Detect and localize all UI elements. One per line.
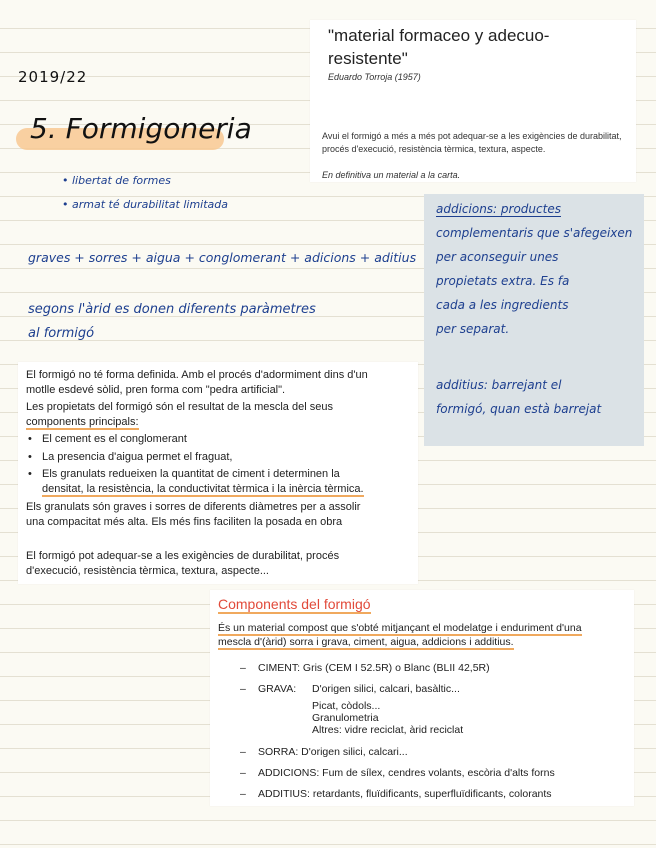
components-intro: És un material compost que s'obté mitjançant el modelatge i enduriment d'una <box>218 622 582 634</box>
text-line: Els granulats són graves i sorres de diferents diàmetres per a assolir <box>26 501 361 513</box>
dash: – <box>240 683 246 695</box>
hand-bullet-2: • armat té durabilitat limitada <box>62 198 228 211</box>
note-addicions-2: complementaris que s'afegeixen <box>436 226 633 240</box>
page-title: 5. Formigoneria <box>30 112 252 145</box>
component-grava: Altres: vidre reciclat, àrid reciclat <box>312 724 464 736</box>
note-additius-2: formigó, quan està barrejat <box>436 402 602 416</box>
component-sorra: SORRA: D'origen silici, calcari... <box>258 746 408 758</box>
hand-line-1: segons l'àrid es donen diferents paràmetres <box>28 302 316 317</box>
component-addicions: ADDICIONS: Fum de sílex, cendres volants, escòria d'alts forns <box>258 767 555 779</box>
note-addicions-5: cada a les ingredients <box>436 298 569 312</box>
quote-conclusion: En definitiva un material a la carta. <box>322 170 461 180</box>
quote-text: "material formaceo y adecuo-resistente" <box>328 26 550 68</box>
note-additius-1: additius: barrejant el <box>436 378 562 392</box>
hand-line-2: al formigó <box>28 326 95 341</box>
components-intro: mescla d'(àrid) sorra i grava, ciment, aigua, addicions i additius. <box>218 636 514 648</box>
text-card <box>18 362 418 584</box>
component-additius: ADDITIUS: retardants, fluïdificants, superfluïdificants, colorants <box>258 788 552 800</box>
text-line: El formigó no té forma definida. Amb el procés d'adormiment dins d'un <box>26 369 368 381</box>
dash: – <box>240 788 246 800</box>
dash: – <box>240 746 246 758</box>
dash: – <box>240 662 246 674</box>
date: 2019/22 <box>18 68 88 86</box>
component-grava: Granulometria <box>312 712 379 724</box>
list-item-continued: densitat, la resistència, la conductivitat tèrmica i la inèrcia tèrmica. <box>42 483 364 495</box>
quote-paragraph: Avui el formigó a més a més pot adequar-se a les exigències de durabilitat, procés d'execució, resistència tèrmica, textura, aspecte. <box>322 131 622 154</box>
list-item: • La presencia d'aigua permet el fraguat, <box>28 451 233 463</box>
list-item: • El cement es el conglomerant <box>28 433 187 445</box>
quote-author: Eduardo Torroja (1957) <box>328 72 421 82</box>
note-addicions-3: per aconseguir unes <box>436 250 559 264</box>
text-line: d'execució, resistència tèrmica, textura, aspecte... <box>26 565 269 577</box>
note-addicions-6: per separat. <box>436 322 510 336</box>
components-heading: Components del formigó <box>218 596 371 612</box>
formula: graves + sorres + aigua + conglomerant + adicions + aditius <box>28 250 417 265</box>
quote-card <box>310 20 636 182</box>
dash: – <box>240 767 246 779</box>
note-addicions-1: addicions: productes <box>436 202 561 216</box>
hand-bullet-1: • libertat de formes <box>62 174 171 187</box>
component-grava: D'origen silici, calcari, basàltic... <box>312 683 460 695</box>
text-line: motlle esdevé sòlid, pren forma com "pedra artificial". <box>26 384 286 396</box>
component-grava: Picat, còdols... <box>312 700 381 712</box>
note-addicions-4: propietats extra. Es fa <box>436 274 570 288</box>
component-ciment: CIMENT: Gris (CEM I 52.5R) o Blanc (BLII 42,5R) <box>258 662 490 674</box>
text-line: Les propietats del formigó són el resultat de la mescla del seus <box>26 401 333 413</box>
text-line: components principals: <box>26 416 139 428</box>
text-line: El formigó pot adequar-se a les exigències de durabilitat, procés <box>26 550 340 562</box>
list-item: • Els granulats redueixen la quantitat de ciment i determinen la <box>28 468 340 480</box>
note-box <box>424 194 644 446</box>
components-card <box>210 590 634 806</box>
text-line: una compacitat més alta. Els més fins faciliten la posada en obra <box>26 516 343 528</box>
component-grava-label: GRAVA: <box>258 683 297 695</box>
